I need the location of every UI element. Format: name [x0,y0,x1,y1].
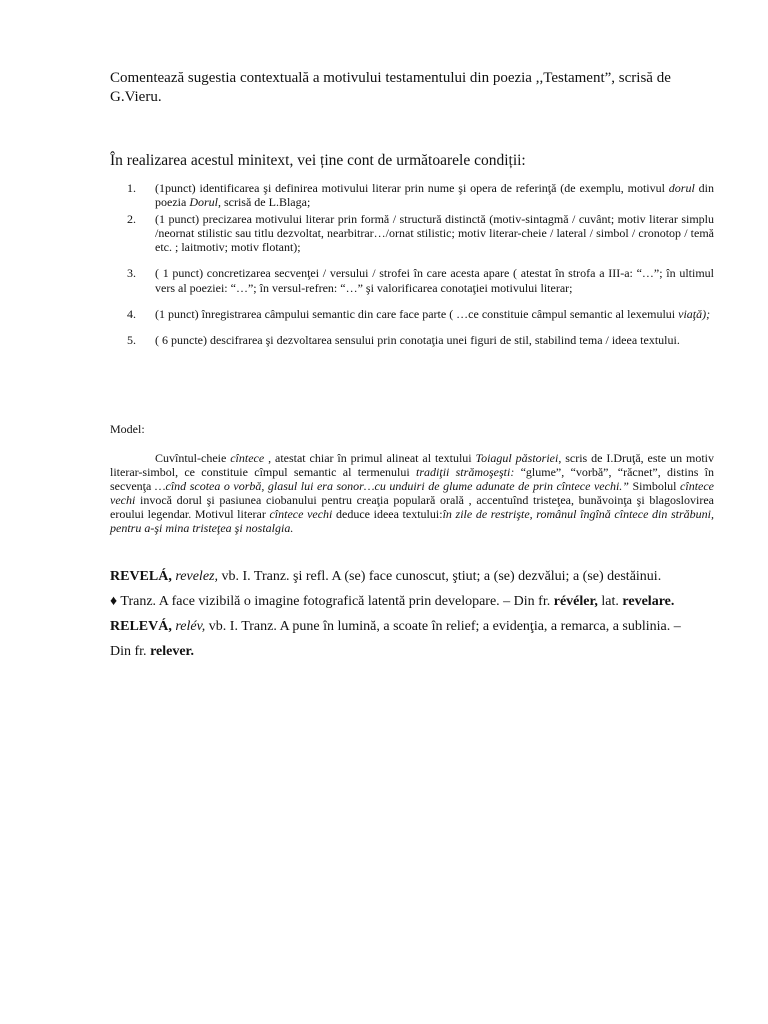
dictionary-entries [110,564,714,664]
list-item: 3. ( 1 punct) concretizarea secvenţei / versului / strofei în care acesta apare ( atestat în strofa a III-a: “…”; în ultimul vers al poeziei: “…”; în versul-refren: “…” şi valorificarea conotaţiei motivului literar; [127,266,714,295]
list-item: 4. (1 punct) înregistrarea câmpului semantic din care face parte ( …ce constituie câmpul semantic al lexemului viaţă); [127,307,711,322]
entry-revela-tranz: ♦ Tranz. A face vizibilă o imagine fotografică latentă prin developare. – Din fr. révéler, lat. revelare. [110,594,675,609]
entry-releva-etym: Din fr. relever. [110,644,194,659]
conditions-intro: În realizarea acestul minitext, vei ține cont de următoarele condiții: [110,152,526,169]
model-paragraph: Cuvîntul-cheie cîntece , atestat chiar în primul alineat al textului Toiagul păstoriei, scris de I.Druţă, este un motiv literar-simbol, ce constituie cîmpul semantic al termenului tradiţii strămoşeşti: “glume”, “vorbă”, “răcnet”, distins în secvenţa …cînd scotea o vorbă, glasul lui era sonor…cu unduiri de glume adunate de prin cîntece vechi.” Simbolul cîntece vechi invocă dorul şi pasiunea ciobanului pentru creaţia populară orală , accentuînd tristeţea, bunăvoinţa şi blagoslovirea eroului legendar. Motivul literar cîntece vechi deduce ideea textului:în zile de restrişte, românul îngînă cîntece din străbuni, pentru a-şi mina tristeţea şi nostalgia. [110,451,715,535]
item-number: 2. [127,211,136,226]
entry-revela: REVELÁ, revelez, vb. I. Tranz. şi refl. A (se) face cunoscut, ştiut; a (se) dezvălui; a (se) destăinui. [110,569,662,584]
task-line-2: G.Vieru. [110,89,162,105]
model-label: Model: [110,422,145,436]
task-line-1: Comentează sugestia contextuală a motivului testamentului din poezia ,,Testament”, scrisă de [110,70,671,86]
conditions-list [127,181,714,350]
task-statement [110,69,714,107]
entry-releva: RELEVÁ, relév, vb. I. Tranz. A pune în lumină, a scoate în relief; a evidenţia, a remarca, a sublinia. – [110,619,681,634]
list-item: 5. ( 6 puncte) descifrarea şi dezvoltarea sensului prin conotaţia unei figuri de stil, stabilind tema / ideea textului. [127,333,680,348]
item-number: 4. [127,307,136,322]
list-item: 2. (1 punct) precizarea motivului literar prin formă / structură distinctă (motiv-sintagmă / cuvânt; motiv literar simplu /neornat stilistic sau titlu dezvoltat, nearbitrar…/ornat stilistic; motiv literar-cheie / lateral / simbol / cronotop / temă etc. ; laitmotiv; motiv flotant); [127,211,714,255]
item-number: 5. [127,333,136,348]
item-number: 3. [127,266,136,281]
item-number: 1. [127,181,136,195]
list-item: 1. (1punct) identificarea şi definirea motivului literar prin nume şi opera de referinţă (de exemplu, motivul dorul din poezia Dorul, scrisă de L.Blaga; [127,181,714,210]
